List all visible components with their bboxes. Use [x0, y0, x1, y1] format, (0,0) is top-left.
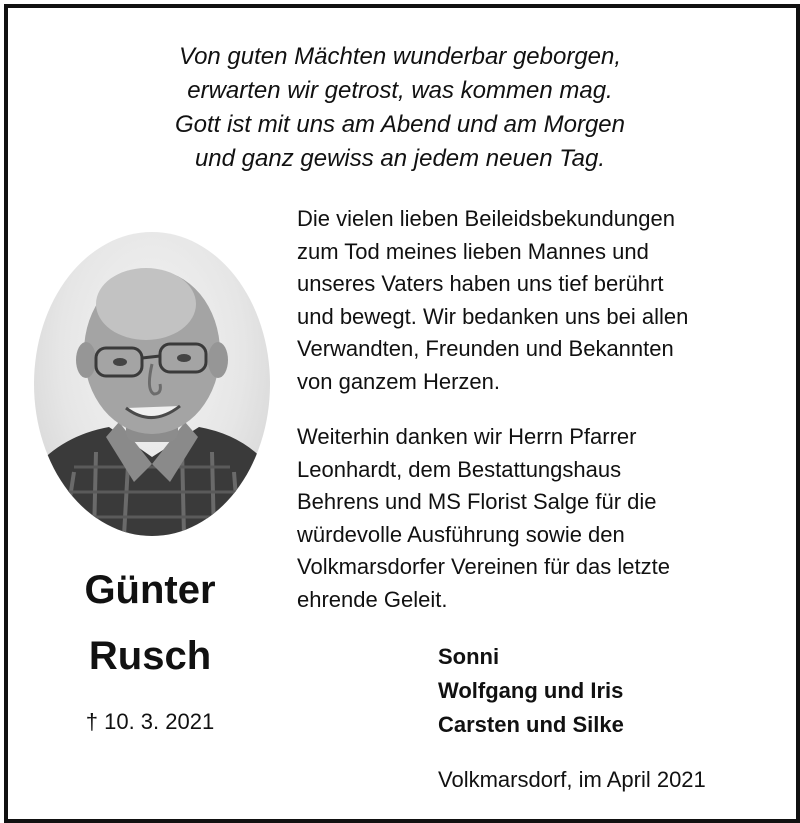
portrait-illustration: [34, 232, 270, 536]
paragraph-line: Leonhardt, dem Bestattungshaus: [297, 456, 622, 482]
verse-block: [0, 40, 800, 176]
paragraph-line: Weiterhin danken wir Herrn Pfarrer: [297, 424, 637, 449]
deceased-first-name: Günter: [84, 568, 216, 612]
verse-line: Von guten Mächten wunderbar geborgen,: [178, 43, 622, 70]
signer-name: Sonni: [438, 644, 500, 669]
paragraph-line: zum Tod meines lieben Mannes und: [297, 238, 649, 264]
paragraph-line: Volkmarsdorfer Vereinen für das letzte: [297, 554, 670, 579]
verse-line: erwarten wir getrost, was kommen mag.: [187, 77, 613, 104]
verse-line: Gott ist mit uns am Abend und am Morgen: [175, 111, 625, 138]
thanks-paragraph-1: [297, 203, 688, 398]
signer-name: Carsten und Silke: [438, 712, 624, 737]
paragraph-line: ehrende Geleit.: [297, 586, 448, 612]
paragraph-line: Verwandten, Freunden und Bekannten: [297, 336, 674, 361]
paragraph-line: und bewegt. Wir bedanken uns bei allen: [297, 303, 689, 329]
paragraph-line: von ganzem Herzen.: [297, 368, 500, 394]
signer-name: Wolfgang und Iris: [438, 678, 624, 703]
death-date: † 10. 3. 2021: [85, 709, 215, 734]
signers-list: [438, 640, 624, 742]
deceased-last-name: Rusch: [88, 634, 212, 678]
paragraph-line: unseres Vaters haben uns tief berührt: [297, 271, 664, 296]
place-and-date: Volkmarsdorf, im April 2021: [438, 767, 706, 792]
paragraph-line: würdevolle Ausführung sowie den: [297, 521, 625, 547]
paragraph-line: Die vielen lieben Beileidsbekundungen: [297, 206, 675, 231]
paragraph-line: Behrens und MS Florist Salge für die: [297, 489, 657, 514]
thanks-paragraph-2: [297, 421, 670, 616]
verse-line: und ganz gewiss an jedem neuen Tag.: [194, 145, 606, 172]
portrait-photo: [34, 232, 270, 536]
